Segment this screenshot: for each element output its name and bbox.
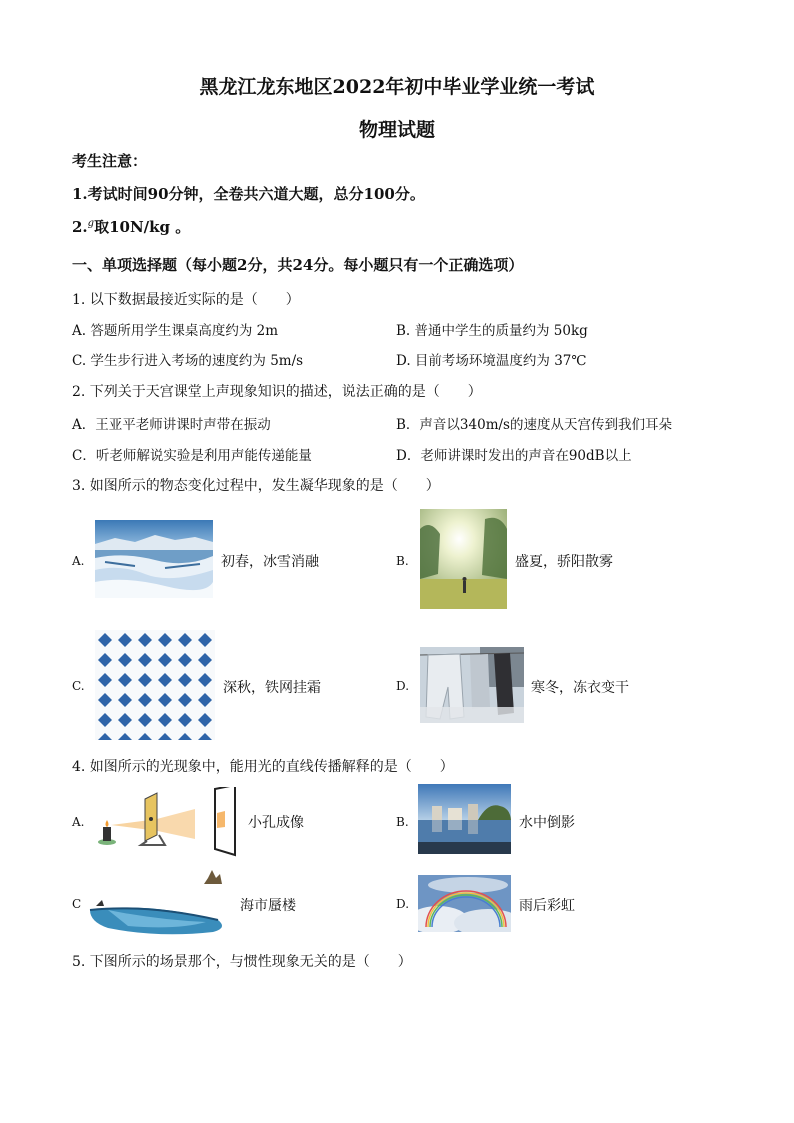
question-2-stem: 2. 下列关于天宫课堂上声现象知识的描述，说法正确的是（ ） [72,384,482,400]
notice-item-2 [72,216,190,237]
question-1-option-d[interactable]: D. 目前考场环境温度约为 37℃ [396,353,587,369]
question-3-option-b-label[interactable]: B. [396,554,409,568]
notice-g-symbol: g [87,218,95,229]
question-3-option-d-text[interactable]: 寒冬，冻衣变干 [531,680,629,696]
question-4-option-c-text[interactable]: 海市蜃楼 [240,898,296,914]
question-4-option-a-label[interactable]: A. [72,815,85,829]
question-1-stem: 1. 以下数据最接近实际的是（ ） [72,292,300,308]
frozen-clothes-photo [420,647,524,723]
question-2-option-d[interactable]: D．老师讲课时发出的声音在90dB以上 [396,448,632,464]
pinhole-imaging-diagram [95,787,240,857]
question-2-option-b[interactable]: B．声音以340m/s的速度从天宫传到我们耳朵 [396,417,672,433]
question-3-option-a-text[interactable]: 初春，冰雪消融 [221,554,319,570]
question-1-option-a[interactable]: A. 答题所用学生课桌高度约为 2m [72,323,279,339]
mirage-illustration [88,870,233,940]
question-3-option-c-label[interactable]: C. [72,679,85,693]
question-5-stem: 5. 下图所示的场景那个，与惯性现象无关的是（ ） [72,954,412,970]
question-4-option-b-label[interactable]: B. [396,815,409,829]
foggy-sun-photo [420,509,507,609]
exam-title: 黑龙江龙东地区2022年初中毕业学业统一考试 [199,76,595,98]
notice-item-2-text: 取10N/kg 。 [94,218,191,236]
water-reflection-photo [418,784,511,854]
frosted-mesh-photo [95,630,215,740]
question-3-option-b-text[interactable]: 盛夏，骄阳散雾 [515,554,613,570]
question-3-option-a-label[interactable]: A. [72,554,85,568]
ice-melting-photo [95,520,213,598]
exam-subtitle: 物理试题 [358,119,435,141]
question-2-option-a[interactable]: A．王亚平老师讲课时声带在振动 [72,417,271,433]
question-1-option-b[interactable]: B. 普通中学生的质量约为 50kg [396,323,588,339]
section-1-heading: 一、单项选择题（每小题2分，共24分。每小题只有一个正确选项） [72,256,524,274]
question-4-option-b-text[interactable]: 水中倒影 [519,815,575,831]
question-4-stem: 4. 如图所示的光现象中，能用光的直线传播解释的是（ ） [72,759,454,775]
question-2-option-c[interactable]: C．听老师解说实验是利用声能传递能量 [72,448,312,464]
notice-item-2-prefix: 2. [72,218,88,236]
question-4-option-c-label[interactable]: C [72,897,82,911]
question-4-option-a-text[interactable]: 小孔成像 [248,815,304,831]
question-3-option-c-text[interactable]: 深秋，铁网挂霜 [223,680,321,696]
question-4-option-d-label[interactable]: D. [396,897,410,911]
question-3-option-d-label[interactable]: D. [396,679,410,693]
question-3-stem: 3. 如图所示的物态变化过程中，发生凝华现象的是（ ） [72,478,440,494]
question-4-option-d-text[interactable]: 雨后彩虹 [519,898,575,914]
rainbow-photo [418,875,511,932]
question-1-option-c[interactable]: C. 学生步行进入考场的速度约为 5m/s [72,353,304,369]
notice-heading: 考生注意： [72,152,148,170]
notice-item-1: 1.考试时间90分钟，全卷共六道大题，总分100分。 [72,185,425,203]
